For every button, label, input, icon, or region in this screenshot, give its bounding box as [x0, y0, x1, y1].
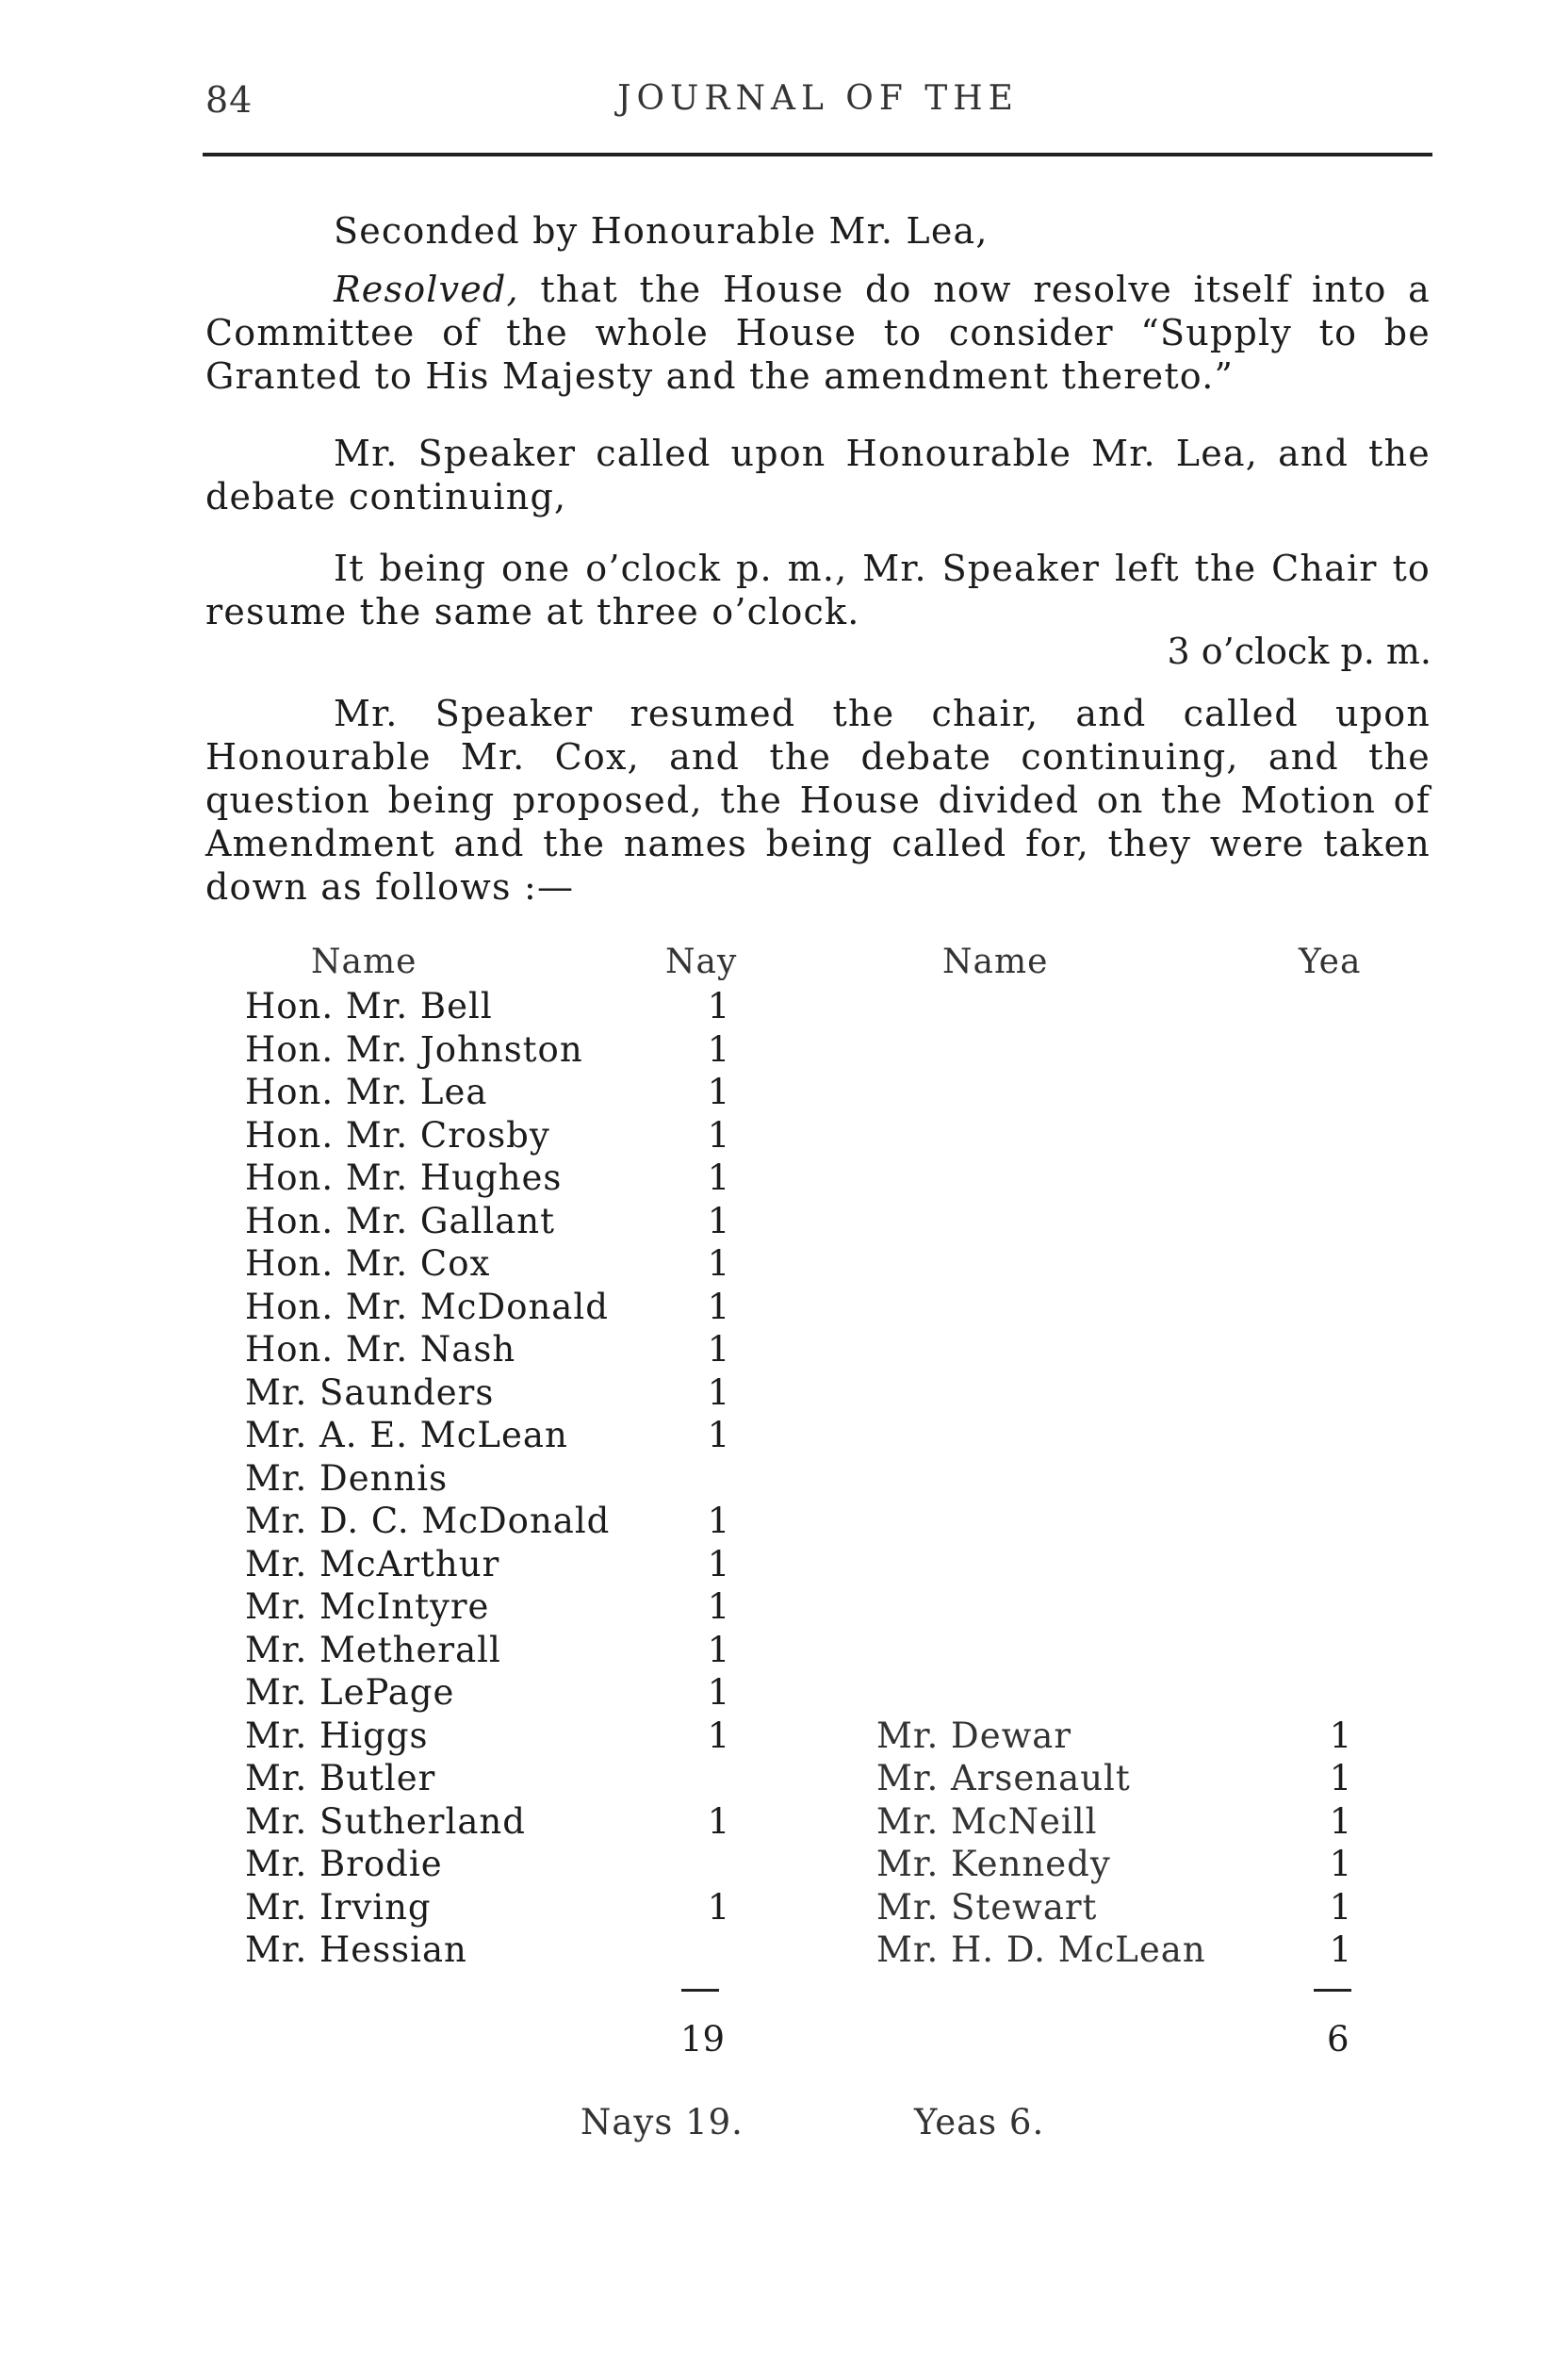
nay-name-cell: Mr. LePage [245, 1672, 455, 1713]
yea-vote-cell: 1 [1329, 1715, 1353, 1756]
yea-name-cell: Mr. Stewart [876, 1887, 1098, 1928]
nay-vote-cell: 1 [707, 1672, 731, 1713]
yea-vote-cell: 1 [1329, 1801, 1353, 1842]
speaker-called-paragraph: Mr. Speaker called upon Honourable Mr. Lea, and the debate continuing, [205, 433, 1431, 517]
running-head: JOURNAL OF THE [617, 79, 1019, 118]
nay-name-cell: Mr. A. E. McLean [245, 1415, 568, 1455]
nay-vote-cell: 1 [707, 1243, 731, 1284]
nay-name-cell: Hon. Mr. Johnston [245, 1029, 583, 1070]
nay-name-cell: Mr. Saunders [245, 1372, 495, 1413]
nay-vote-cell: 1 [707, 1029, 731, 1070]
nays-summary: Nays 19. [581, 2102, 744, 2142]
nay-header: Nay [665, 943, 738, 981]
nay-name-cell: Mr. Hessian [245, 1929, 467, 1970]
nay-name-cell: Hon. Mr. Bell [245, 986, 493, 1026]
yeas-summary: Yeas 6. [914, 2102, 1045, 2142]
resolved-paragraph [205, 268, 1431, 398]
yea-vote-cell: 1 [1329, 1758, 1353, 1798]
page-number: 84 [205, 79, 254, 121]
one-oclock-paragraph: It being one o’clock p. m., Mr. Speaker left the Chair to resume the same at three o’clock. [205, 548, 1431, 632]
nay-name-cell: Mr. Brodie [245, 1844, 443, 1884]
nay-name-cell: Mr. McArthur [245, 1544, 500, 1584]
nay-vote-cell: 1 [707, 1329, 731, 1370]
nay-vote-cell: 1 [707, 1115, 731, 1156]
nay-vote-cell: 1 [707, 1372, 731, 1413]
nay-vote-cell: 1 [707, 1544, 731, 1584]
nay-name-cell: Mr. Butler [245, 1758, 436, 1798]
yea-name-cell: Mr. Arsenault [876, 1758, 1131, 1798]
nay-vote-cell: 1 [707, 1586, 731, 1627]
nay-vote-cell: 1 [707, 1501, 731, 1541]
nay-name-cell: Mr. Sutherland [245, 1801, 526, 1842]
resumed-paragraph: Mr. Speaker resumed the chair, and called upon Honourable Mr. Cox, and the debate continuing, and the question being proposed, the House divided on the Motion of Amendment and the names being called for, they were taken down as follows :— [205, 693, 1431, 908]
nay-name-cell: Mr. D. C. McDonald [245, 1501, 611, 1541]
resolved-label: Resolved, [334, 269, 519, 310]
nay-total: 19 [680, 2019, 726, 2060]
nay-name-header: Name [311, 943, 417, 981]
yea-vote-cell: 1 [1329, 1844, 1353, 1884]
nay-name-cell: Hon. Mr. Lea [245, 1072, 488, 1112]
nay-name-cell: Hon. Mr. Nash [245, 1329, 516, 1370]
yea-total-rule [1314, 1989, 1351, 1992]
nay-vote-cell: 1 [707, 1715, 731, 1756]
page-header [205, 79, 1431, 136]
yea-total: 6 [1327, 2019, 1350, 2060]
resolved-text: that the House do now resolve itself into a Committee of the whole House to consider “Supply to be Granted to His Majesty and the amendment thereto.” [205, 269, 1431, 397]
yea-name-cell: Mr. Dewar [876, 1715, 1072, 1756]
nay-name-cell: Hon. Mr. Hughes [245, 1157, 563, 1198]
yea-vote-cell: 1 [1329, 1887, 1353, 1928]
nay-name-cell: Mr. Irving [245, 1887, 432, 1928]
nay-name-cell: Hon. Mr. Gallant [245, 1201, 555, 1241]
nay-vote-cell: 1 [707, 1201, 731, 1241]
nay-name-cell: Mr. McIntyre [245, 1586, 490, 1627]
nay-total-rule [681, 1989, 719, 1992]
nay-name-cell: Hon. Mr. Cox [245, 1243, 491, 1284]
nay-name-cell: Mr. Dennis [245, 1458, 449, 1499]
nay-vote-cell: 1 [707, 1887, 731, 1928]
nay-name-cell: Hon. Mr. McDonald [245, 1287, 609, 1327]
nay-vote-cell: 1 [707, 1287, 731, 1327]
nay-vote-cell: 1 [707, 1415, 731, 1455]
nay-vote-cell: 1 [707, 986, 731, 1026]
seconded-paragraph: Seconded by Honourable Mr. Lea, [334, 210, 989, 252]
yea-name-header: Name [942, 943, 1049, 981]
nay-vote-cell: 1 [707, 1072, 731, 1112]
yea-name-cell: Mr. Kennedy [876, 1844, 1111, 1884]
three-oclock-line: 3 o’clock p. m. [1167, 631, 1431, 672]
yea-header: Yea [1299, 943, 1362, 981]
nay-vote-cell: 1 [707, 1157, 731, 1198]
header-rule [203, 153, 1432, 156]
yea-name-cell: Mr. McNeill [876, 1801, 1098, 1842]
nay-vote-cell: 1 [707, 1801, 731, 1842]
nay-vote-cell: 1 [707, 1630, 731, 1670]
nay-name-cell: Mr. Higgs [245, 1715, 429, 1756]
nay-name-cell: Hon. Mr. Crosby [245, 1115, 550, 1156]
nay-name-cell: Mr. Metherall [245, 1630, 501, 1670]
yea-vote-cell: 1 [1329, 1929, 1353, 1970]
yea-name-cell: Mr. H. D. McLean [876, 1929, 1206, 1970]
